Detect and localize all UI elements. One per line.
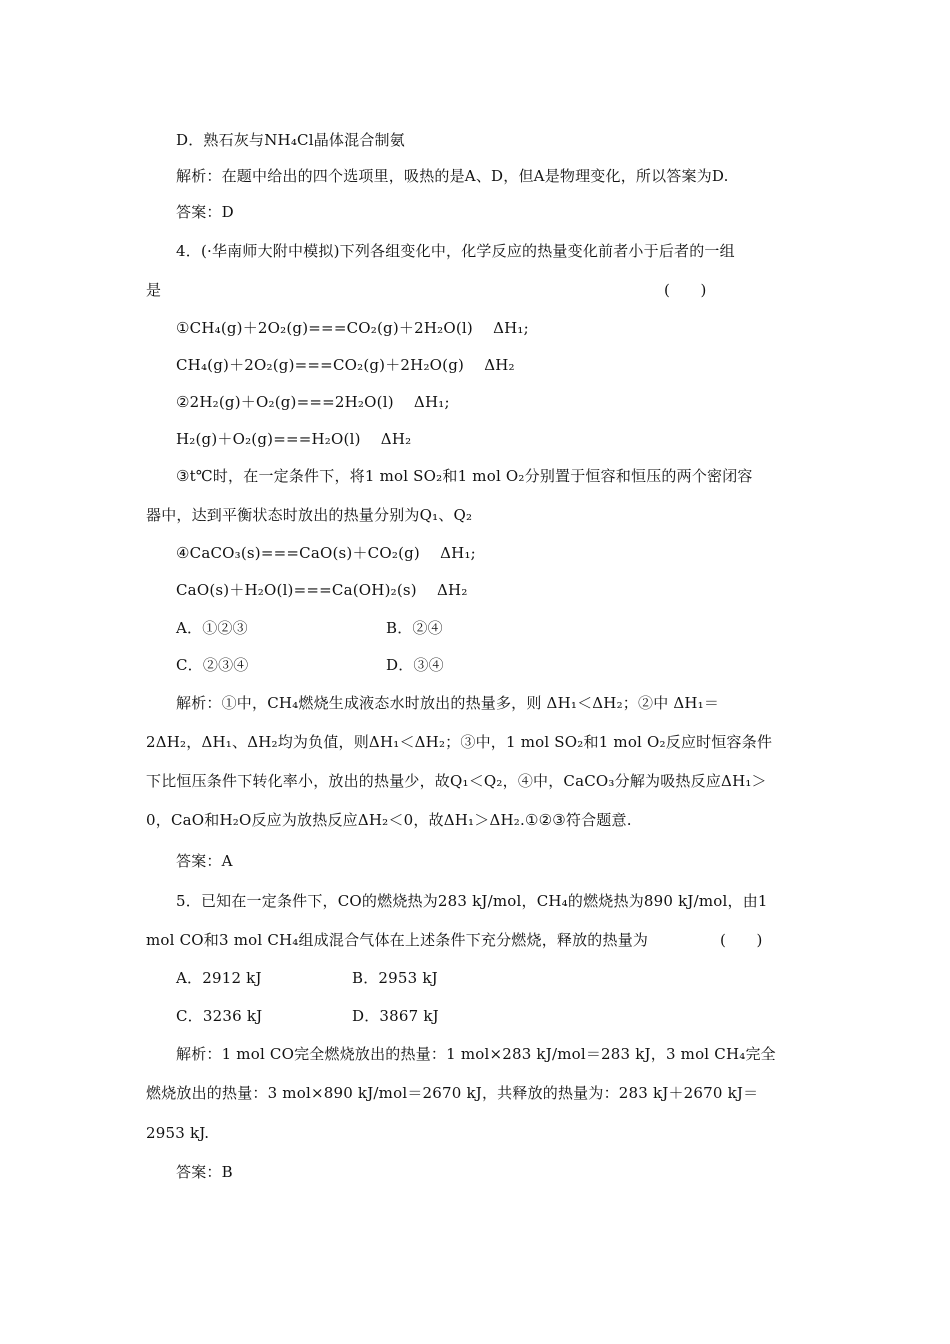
choice-a: A．①②③ — [176, 619, 248, 637]
item-4-eq2: CaO(s)＋H₂O(l)===Ca(OH)₂(s) ΔH₂ — [176, 581, 468, 599]
analysis-4-line3: 下比恒压条件下转化率小，放出的热量少，故Q₁＜Q₂，④中，CaCO₃分解为吸热反应ΔH₁＞ — [146, 772, 767, 790]
analysis-3: 解析：在题中给出的四个选项里，吸热的是A、D，但A是物理变化，所以答案为D. — [176, 167, 729, 185]
q5-choice-a: A．2912 kJ — [176, 969, 262, 987]
analysis-4-line2: 2ΔH₂，ΔH₁、ΔH₂均为负值，则ΔH₁＜ΔH₂；③中，1 mol SO₂和1 mol O₂反应时恒容条件 — [146, 733, 773, 751]
analysis-5-line2: 燃烧放出的热量：3 mol×890 kJ/mol＝2670 kJ，共释放的热量为：283 kJ＋2670 kJ＝ — [146, 1084, 759, 1102]
item-2-eq1: ②2H₂(g)＋O₂(g)===2H₂O(l) ΔH₁; — [176, 393, 450, 411]
analysis-4-line4: 0，CaO和H₂O反应为放热反应ΔH₂＜0，故ΔH₁＞ΔH₂.①②③符合题意. — [146, 811, 632, 829]
q5-choice-b: B．2953 kJ — [352, 969, 438, 987]
choice-d: D．③④ — [386, 656, 444, 674]
option-d-line: D．熟石灰与NH₄Cl晶体混合制氨 — [176, 131, 405, 149]
answer-bracket-5: ( ) — [720, 931, 763, 949]
choice-c: C．②③④ — [176, 656, 249, 674]
question-5-stem: 5．已知在一定条件下，CO的燃烧热为283 kJ/mol，CH₄的燃烧热为890 kJ/mol，由1 — [176, 892, 768, 910]
analysis-5-line3: 2953 kJ. — [146, 1124, 210, 1142]
item-2-eq2: H₂(g)＋O₂(g)===H₂O(l) ΔH₂ — [176, 430, 412, 448]
question-4-stem: 4．(·华南师大附中模拟)下列各组变化中，化学反应的热量变化前者小于后者的一组 — [176, 242, 735, 260]
answer-bracket: ( ) — [664, 281, 707, 299]
answer-5: 答案：B — [176, 1163, 233, 1181]
q5-choice-d: D．3867 kJ — [352, 1007, 439, 1025]
answer-3: 答案：D — [176, 203, 234, 221]
item-1-eq2: CH₄(g)＋2O₂(g)===CO₂(g)＋2H₂O(g) ΔH₂ — [176, 356, 515, 374]
item-1-eq1: ①CH₄(g)＋2O₂(g)===CO₂(g)＋2H₂O(l) ΔH₁; — [176, 319, 529, 337]
answer-4: 答案：A — [176, 852, 233, 870]
analysis-5-line1: 解析：1 mol CO完全燃烧放出的热量：1 mol×283 kJ/mol＝283 kJ，3 mol CH₄完全 — [176, 1045, 776, 1063]
choice-b: B．②④ — [386, 619, 443, 637]
item-3-text-cont: 器中，达到平衡状态时放出的热量分别为Q₁、Q₂ — [146, 506, 473, 524]
q5-choice-c: C．3236 kJ — [176, 1007, 263, 1025]
item-4-eq1: ④CaCO₃(s)===CaO(s)＋CO₂(g) ΔH₁; — [176, 544, 476, 562]
analysis-4-line1: 解析：①中，CH₄燃烧生成液态水时放出的热量多，则 ΔH₁＜ΔH₂；②中 ΔH₁＝ — [176, 694, 720, 712]
question-5-stem-cont: mol CO和3 mol CH₄组成混合气体在上述条件下充分燃烧，释放的热量为 — [146, 931, 649, 949]
question-4-stem-cont: 是 — [146, 281, 162, 299]
item-3-text: ③t℃时，在一定条件下，将1 mol SO₂和1 mol O₂分别置于恒容和恒压的两个密闭容 — [176, 467, 753, 485]
